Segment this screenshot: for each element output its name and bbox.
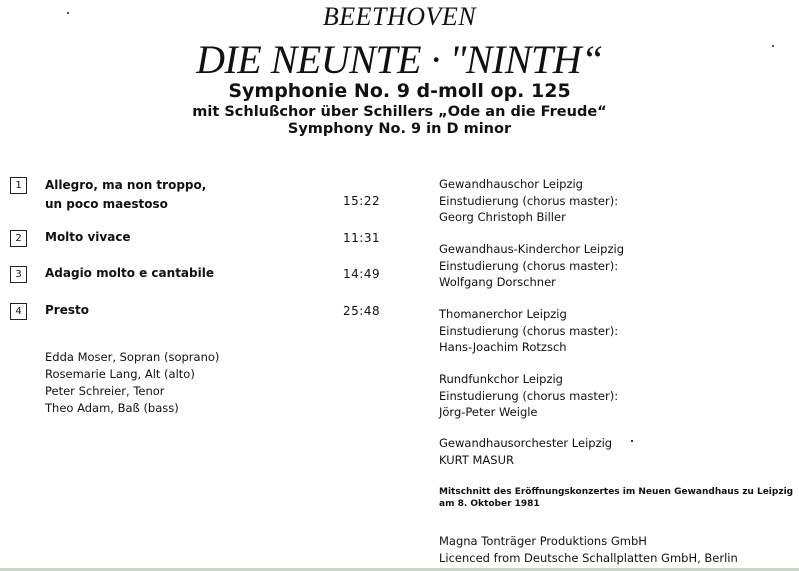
soloist: Theo Adam, Baß (bass) — [45, 401, 179, 415]
choir-credit — [439, 176, 618, 226]
soloist: Peter Schreier, Tenor — [45, 384, 165, 398]
work-title-en: Symphony No. 9 in D minor — [287, 121, 512, 137]
recording-note-line: am 8. Oktober 1981 — [439, 499, 540, 509]
track-duration: 25:48 — [343, 304, 381, 318]
track-title-line: un poco maestoso — [45, 197, 168, 211]
choir-credit — [439, 306, 618, 356]
track-title: Adagio molto e cantabile — [45, 266, 214, 280]
track-title: Molto vivace — [45, 230, 131, 244]
choir-name: Gewandhauschor Leipzig — [439, 177, 583, 191]
choir-role: Einstudierung (chorus master): — [439, 323, 619, 338]
track-duration: 15:22 — [343, 194, 381, 208]
orchestra-name: Gewandhausorchester Leipzig — [439, 436, 613, 450]
track-title: Presto — [45, 303, 89, 317]
choir-name: Rundfunkchor Leipzig — [439, 372, 563, 386]
track-duration: 11:31 — [343, 231, 381, 245]
recording-note — [439, 486, 793, 510]
track-number-box: 2 — [10, 230, 27, 247]
track-title — [45, 176, 206, 214]
choir-master: Jörg-Peter Weigle — [439, 405, 538, 419]
choir-role: Einstudierung (chorus master): — [439, 388, 619, 403]
work-subtitle-chorus: mit Schlußchor über Schillers „Ode an die Freude“ — [192, 104, 607, 120]
choir-master: Georg Christoph Biller — [439, 210, 566, 224]
choir-name: Thomanerchor Leipzig — [439, 307, 567, 321]
track-number-box: 4 — [10, 303, 27, 320]
choir-master: Hans-Joachim Rotzsch — [439, 340, 567, 354]
work-title-de: Symphonie No. 9 d-moll op. 125 — [228, 80, 571, 102]
track-title-line: Allegro, ma non troppo, — [45, 178, 207, 192]
choir-credit — [439, 241, 624, 291]
conductor-name: KURT MASUR — [439, 452, 514, 467]
soloist: Rosemarie Lang, Alt (alto) — [45, 367, 195, 381]
track-duration: 14:49 — [343, 267, 381, 281]
track-number-box: 1 — [10, 177, 27, 194]
soloists-list — [45, 349, 219, 417]
soloist: Edda Moser, Sopran (soprano) — [45, 350, 220, 364]
orchestra-credit — [439, 435, 612, 468]
choir-role: Einstudierung (chorus master): — [439, 193, 619, 208]
choir-master: Wolfgang Dorschner — [439, 275, 556, 289]
track-number-box: 3 — [10, 266, 27, 283]
album-title: DIE NEUNTE · "NINTH“ — [196, 37, 603, 82]
recording-note-line: Mitschnitt des Eröffnungskonzertes im Neuen Gewandhaus zu Leipzig — [439, 487, 794, 497]
label-line: Licenced from Deutsche Schallplatten GmbH, Berlin — [439, 551, 738, 565]
label-line: Magna Tonträger Produktions GmbH — [439, 534, 647, 548]
choir-credit — [439, 371, 618, 421]
choir-role: Einstudierung (chorus master): — [439, 258, 619, 273]
label-credit — [439, 533, 738, 567]
speck — [631, 440, 633, 442]
composer-name: BEETHOVEN — [322, 2, 477, 31]
choir-name: Gewandhaus-Kinderchor Leipzig — [439, 242, 625, 256]
